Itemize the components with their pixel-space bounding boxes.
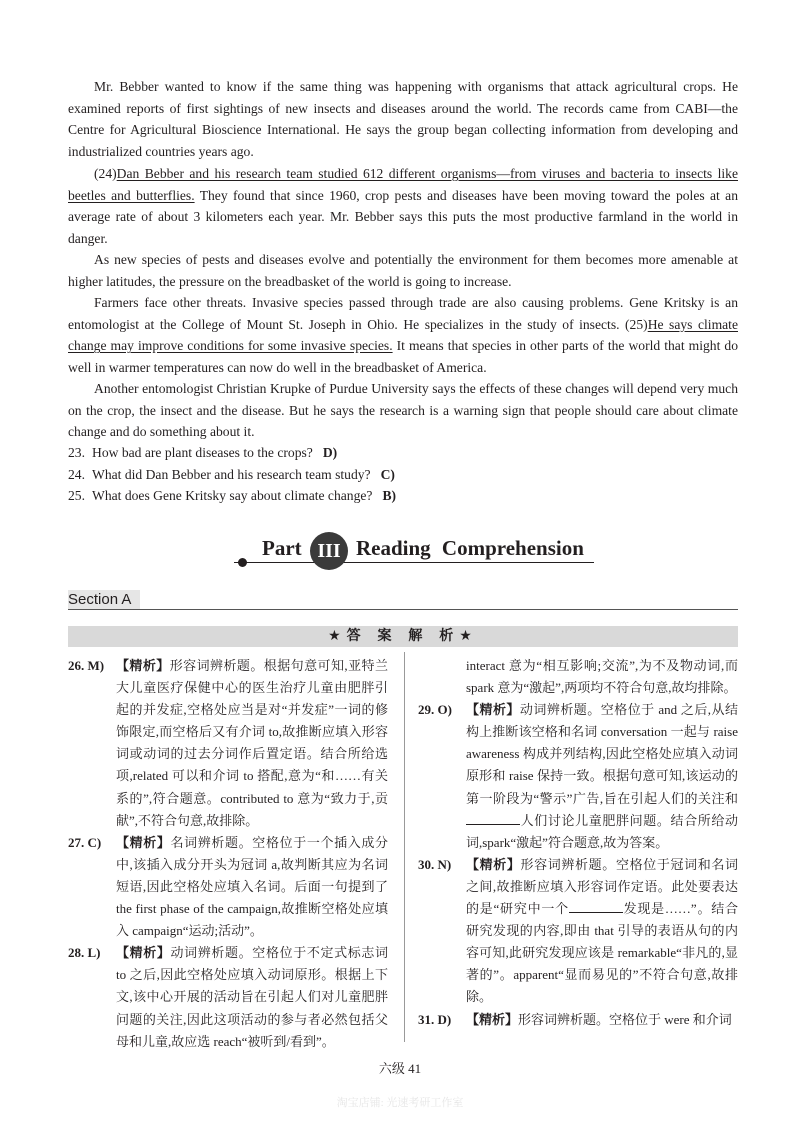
- question-answer: B): [382, 488, 397, 503]
- question-marker-24: (24): [94, 166, 117, 181]
- left-column: [68, 655, 388, 1053]
- part-title: Reading Comprehension: [352, 536, 588, 561]
- item-label: 27. C): [68, 834, 102, 850]
- question-text: What did Dan Bebber and his research team study?: [92, 467, 371, 482]
- question-23: [68, 443, 337, 463]
- paragraph-4-start: Farmers face other threats. Invasive species passed through trade are also causing problems. Gene Kritsky is an entomologist at the College of Mount St. Joseph in Ohio. He specializes in the study of insects.: [68, 295, 738, 332]
- part-numeral-badge: III: [310, 532, 348, 570]
- part-label: Part: [258, 536, 306, 561]
- passage-paragraph-5: Another entomologist Christian Krupke of Purdue University says the effects of these changes will depend very much on the crop, the insect and the disease. But he says the research is a warning sign that people should care about climate change and do something about it.: [68, 381, 738, 440]
- answer-item-31: [418, 1009, 738, 1031]
- question-number: 23.: [68, 445, 85, 460]
- question-answer: C): [380, 467, 395, 482]
- item-tag: 【精析】: [466, 856, 521, 872]
- item-text: 动词辨析题。空格位于 and 之后,从结构上推断该空格和名词 conversation 一起与 raise awareness 构成并列结构,因此空格处应填入动词原形和 raise 保持一致。根据句意可知,该运动的第一阶段为“警示”广告,旨在引起人们的关注和: [466, 702, 738, 806]
- item-tag: 【精析】: [116, 945, 171, 961]
- answer-item-30: [418, 854, 738, 1009]
- underlined-sentence-25: He says climate change may improve conditions for some invasive species.: [68, 316, 738, 354]
- question-text: How bad are plant diseases to the crops?: [92, 445, 313, 460]
- item-label: 29. O): [418, 702, 452, 718]
- fill-blank: [466, 812, 520, 825]
- passage-paragraph-3: As new species of pests and diseases evolve and potentially the environment for them becomes more amenable at higher latitudes, the pressure on the breadbasket of the world is going to increase.: [68, 252, 738, 289]
- item-text: 形容词辨析题。空格位于 were 和介词: [518, 1011, 732, 1027]
- answer-item-27: [68, 832, 388, 942]
- section-label: Section A: [68, 591, 132, 608]
- paragraph-2-rest: They found that since 1960, crop pests and diseases have been moving toward the poles at an average rate of about 3 kilometers each year. Mr. Bebber says this puts the most productive farmland in the world in danger.: [68, 187, 738, 246]
- question-24: [68, 465, 395, 485]
- part-banner: [234, 534, 594, 570]
- fill-blank: [569, 900, 623, 913]
- section-rule: [68, 609, 738, 610]
- item-label: 28. L): [68, 945, 101, 961]
- item-label: 30. N): [418, 856, 452, 872]
- page-footer: 六级 41: [378, 1061, 422, 1076]
- question-25: [68, 486, 396, 506]
- question-text: What does Gene Kritsky say about climate change?: [92, 488, 373, 503]
- column-divider: [404, 652, 405, 1042]
- item-text: 动词辨析题。空格位于不定式标志词 to 之后,因此空格处应填入动词原形。根据上下文,该中心开展的活动旨在引起人们对儿童肥胖问题的关注,因此这项活动的参与者必然包括父母和儿童,故应选 reach“被听到/看到”。: [116, 945, 388, 1049]
- item-tag: 【精析】: [116, 834, 171, 850]
- question-number: 24.: [68, 467, 85, 482]
- item-tag: 【精析】: [116, 658, 170, 673]
- item-label: 26. M): [68, 658, 105, 673]
- item-tag: 【精析】: [466, 702, 520, 718]
- answer-item-28: [68, 942, 388, 1052]
- answer-item-26: [68, 655, 388, 832]
- passage-paragraph-1: Mr. Bebber wanted to know if the same thing was happening with organisms that attack agricultural crops. He examined reports of first sightings of new insects and diseases around the world. The records came from CABI—the Centre for Agricultural Bioscience International. He says the group began collecting information from developing and industrialized countries years ago.: [68, 79, 738, 159]
- item-tag: 【精析】: [466, 1011, 519, 1027]
- right-column: [418, 655, 738, 1031]
- item-text: 形容词辨析题。空格位于冠词和名词之间,故推断应填入形容词作定语。此处要表达的是“研究中一个: [466, 856, 738, 917]
- paragraph-4-rest: It means that species in other parts of the world that might do well in warmer temperatures can now do well in the breadbasket of America.: [68, 338, 739, 375]
- question-answer: D): [322, 445, 338, 460]
- answer-analysis-header: ★答 案 解 析★: [68, 626, 738, 647]
- underlined-sentence-24: Dan Bebber and his research team studied 612 different organisms—from viruses and bacteria to insects like beetles and butterflies.: [68, 166, 738, 203]
- question-number: 25.: [68, 488, 85, 503]
- watermark: 淘宝店铺: 光速考研工作室: [336, 1097, 464, 1109]
- passage-paragraph-4: [68, 292, 738, 378]
- answer-item-29: [418, 699, 738, 854]
- item-text: 形容词辨析题。根据句意可知,亚特兰大儿童医疗保健中心的医生治疗儿童由肥胖引起的并发症,空格处应当是对“并发症”一词的修饰限定,而空格后又有介词 to,故推断应填入形容词或动词的过去分词作后置定语。结合所给选项,related 可以和介词 to 搭配,意为“和……有关系的”,符合题意。contributed to 意为“致力于,贡献”,不符合句意,故排除。: [116, 658, 388, 828]
- item-text-after-blank: 人们讨论儿童肥胖问题。结合所给动词,spark“激起”符合题意,故为答案。: [466, 812, 738, 850]
- passage-paragraph-2: [68, 163, 738, 249]
- banner-rule: [234, 562, 594, 563]
- item-label: 31. D): [418, 1011, 452, 1027]
- question-marker-25: (25): [625, 316, 648, 332]
- banner-dot: [238, 558, 247, 567]
- answer-item-28-continued: interact 意为“相互影响;交流”,为不及物动词,而 spark 意为“激起”,两项均不符合句意,故均排除。: [466, 658, 738, 696]
- item-text-after-blank: 发现是……”。结合研究发现的内容,即由 that 引导的表语从句的内容可知,此研究发现应该是 remarkable“非凡的,显著的”。apparent“显而易见的”不符合句意,故排除。: [466, 901, 738, 1005]
- item-text: 名词辨析题。空格位于一个插入成分中,该插入成分开头为冠词 a,故判断其应为名词短语,因此空格处应填入名词。后面一句提到了 the first phase of the campaign,故推断空格处应填入 campaign“运动;活动”。: [116, 834, 388, 939]
